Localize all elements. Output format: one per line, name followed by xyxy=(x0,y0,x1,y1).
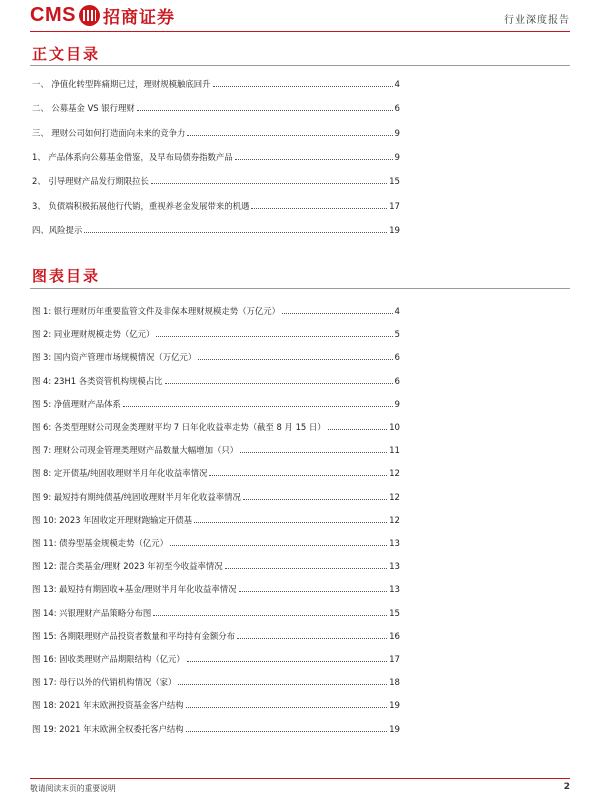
toc-entry-label: 图 18: 2021 年末欧洲投资基金客户结构 xyxy=(32,700,184,711)
toc-dot-leader xyxy=(186,731,387,732)
toc-entry[interactable] xyxy=(32,173,400,187)
toc-entry[interactable] xyxy=(32,100,400,114)
toc-entry-label: 图 2: 同业理财规模走势（亿元） xyxy=(32,329,155,340)
toc-dot-leader xyxy=(186,707,387,708)
toc-entry[interactable] xyxy=(32,419,400,433)
toc-entry-page: 4 xyxy=(394,307,400,317)
toc-entry-label: 图 13: 最短持有期固收+基金/理财半月年化收益率情况 xyxy=(32,584,237,595)
toc-entry-label: 图 16: 固收类理财产品期限结构（亿元） xyxy=(32,654,185,664)
text-toc-title-rule xyxy=(30,65,570,66)
toc-entry-page: 12 xyxy=(389,515,400,526)
toc-dot-leader xyxy=(235,159,393,160)
toc-entry-label: 图 1: 银行理财历年重要监管文件及非保本理财规模走势（万亿元） xyxy=(32,306,280,316)
toc-entry-label: 四、风险提示 xyxy=(32,224,83,235)
toc-dot-leader xyxy=(225,568,387,569)
toc-entry-page: 18 xyxy=(389,678,400,689)
toc-entry-label: 图 8: 定开债基/纯固收理财半月年化收益率情况 xyxy=(32,468,208,479)
toc-entry[interactable] xyxy=(32,535,400,549)
toc-dot-leader xyxy=(251,208,387,209)
header-divider xyxy=(30,31,570,32)
logo-text: CMS xyxy=(30,3,76,26)
toc-entry[interactable] xyxy=(32,76,400,90)
toc-dot-leader xyxy=(165,383,393,384)
toc-entry-page: 19 xyxy=(389,701,400,712)
toc-entry-label: 图 3: 国内资产管理市场规模情况（万亿元） xyxy=(32,352,197,363)
toc-dot-leader xyxy=(194,522,387,523)
toc-entry[interactable] xyxy=(32,373,400,387)
toc-dot-leader xyxy=(156,336,392,337)
text-toc-title: 正文目录 xyxy=(32,45,101,63)
toc-dot-leader xyxy=(84,232,387,233)
toc-dot-leader xyxy=(123,406,393,407)
toc-entry-page: 13 xyxy=(389,539,400,549)
toc-dot-leader xyxy=(240,452,387,453)
toc-entry-page: 9 xyxy=(394,152,400,163)
report-type-label: 行业深度报告 xyxy=(504,15,570,26)
chart-toc-title: 图表目录 xyxy=(32,267,101,285)
company-logo xyxy=(30,1,175,29)
toc-entry-page: 11 xyxy=(389,446,400,457)
toc-dot-leader xyxy=(187,661,387,662)
toc-entry[interactable] xyxy=(32,349,400,363)
toc-entry[interactable] xyxy=(32,222,400,236)
toc-entry-page: 6 xyxy=(394,376,400,387)
toc-entry[interactable] xyxy=(32,489,400,503)
toc-entry-label: 图 12: 混合类基金/理财 2023 年初至今收益率情况 xyxy=(32,561,223,572)
toc-entry-label: 3、 负债端积极拓展他行代销，重视养老金发展带来的机遇 xyxy=(32,200,250,211)
toc-entry-page: 10 xyxy=(389,423,400,433)
toc-entry[interactable] xyxy=(32,442,400,456)
toc-entry-label: 图 17: 母行以外的代销机构情况（家） xyxy=(32,677,177,688)
toc-entry-page: 6 xyxy=(394,104,400,115)
toc-dot-leader xyxy=(243,499,387,500)
toc-entry[interactable] xyxy=(32,326,400,340)
footer-divider xyxy=(30,778,570,779)
toc-entry-page: 12 xyxy=(389,492,400,503)
toc-entry-label: 一、 净值化转型阵痛期已过，理财规模触底回升 xyxy=(32,79,211,89)
toc-entry-label: 图 9: 最短持有期纯债基/纯固收理财半月年化收益率情况 xyxy=(32,491,241,502)
toc-entry-page: 6 xyxy=(394,353,400,364)
toc-entry-label: 图 6: 各类型理财公司现金类理财平均 7 日年化收益率走势（截至 8 月 15 日） xyxy=(32,422,326,432)
toc-entry-label: 图 19: 2021 年末欧洲全权委托客户结构 xyxy=(32,723,184,734)
toc-entry[interactable] xyxy=(32,605,400,619)
toc-entry-page: 12 xyxy=(389,469,400,480)
toc-entry-page: 4 xyxy=(394,80,400,90)
toc-dot-leader xyxy=(237,638,387,639)
page-header xyxy=(0,0,600,34)
logo-emblem-icon xyxy=(79,5,100,26)
toc-entry-page: 16 xyxy=(389,631,400,642)
toc-entry-page: 9 xyxy=(394,399,400,410)
toc-dot-leader xyxy=(209,475,387,476)
toc-entry-label: 图 11: 债券型基金规模走势（亿元） xyxy=(32,538,169,548)
toc-dot-leader xyxy=(187,135,392,136)
toc-entry-page: 9 xyxy=(394,128,400,139)
toc-entry-label: 图 4: 23H1 各类资管机构规模占比 xyxy=(32,375,163,386)
toc-dot-leader xyxy=(328,429,387,430)
toc-dot-leader xyxy=(282,313,393,314)
page-number: 2 xyxy=(563,782,570,792)
toc-entry[interactable] xyxy=(32,651,400,665)
toc-entry-label: 三、 理财公司如何打造面向未来的竞争力 xyxy=(32,127,186,138)
footer-disclaimer-note: 敬请阅读末页的重要说明 xyxy=(30,784,116,793)
toc-entry-page: 19 xyxy=(389,225,400,236)
toc-entry-page: 13 xyxy=(389,585,400,596)
toc-dot-leader xyxy=(137,110,393,111)
toc-entry-label: 二、 公募基金 VS 银行理财 xyxy=(32,103,135,114)
toc-entry[interactable] xyxy=(32,581,400,595)
toc-dot-leader xyxy=(153,615,387,616)
toc-entry[interactable] xyxy=(32,303,400,317)
toc-entry-page: 13 xyxy=(389,562,400,573)
toc-entry-page: 17 xyxy=(389,655,400,665)
toc-entry-page: 15 xyxy=(389,608,400,619)
toc-entry-page: 17 xyxy=(389,201,400,212)
toc-entry[interactable] xyxy=(32,149,400,163)
toc-dot-leader xyxy=(239,591,388,592)
toc-entry[interactable] xyxy=(32,674,400,688)
toc-entry-label: 图 7: 理财公司现金管理类理财产品数量大幅增加（只） xyxy=(32,445,239,456)
toc-dot-leader xyxy=(151,183,387,184)
toc-entry[interactable] xyxy=(32,558,400,572)
toc-entry-label: 图 15: 各期限理财产品投资者数量和平均持有金额分布 xyxy=(32,630,236,641)
toc-entry-label: 图 5: 净值理财产品体系 xyxy=(32,398,121,409)
toc-dot-leader xyxy=(170,545,387,546)
toc-dot-leader xyxy=(213,86,393,87)
toc-entry[interactable] xyxy=(32,465,400,479)
toc-entry-label: 图 14: 兴银理财产品策略分布图 xyxy=(32,607,152,618)
toc-entry-page: 15 xyxy=(389,177,400,188)
toc-entry-label: 图 10: 2023 年固收定开理财跑输定开债基 xyxy=(32,514,193,525)
toc-entry[interactable] xyxy=(32,697,400,711)
toc-dot-leader xyxy=(198,359,392,360)
toc-entry-page: 19 xyxy=(389,724,400,735)
toc-dot-leader xyxy=(178,684,387,685)
page-footer xyxy=(30,783,570,795)
chart-toc-title-rule xyxy=(30,288,570,289)
toc-entry[interactable] xyxy=(32,198,400,212)
toc-entry[interactable] xyxy=(32,628,400,642)
logo-chinese-name: 招商证券 xyxy=(102,7,175,28)
toc-entry[interactable] xyxy=(32,721,400,735)
toc-entry-page: 5 xyxy=(394,330,400,341)
toc-entry[interactable] xyxy=(32,125,400,139)
toc-entry-label: 2、 引导理财产品发行期限拉长 xyxy=(32,176,149,187)
toc-entry[interactable] xyxy=(32,396,400,410)
toc-entry-label: 1、 产品体系向公募基金借鉴，及早布局债券指数产品 xyxy=(32,151,233,162)
toc-entry[interactable] xyxy=(32,512,400,526)
